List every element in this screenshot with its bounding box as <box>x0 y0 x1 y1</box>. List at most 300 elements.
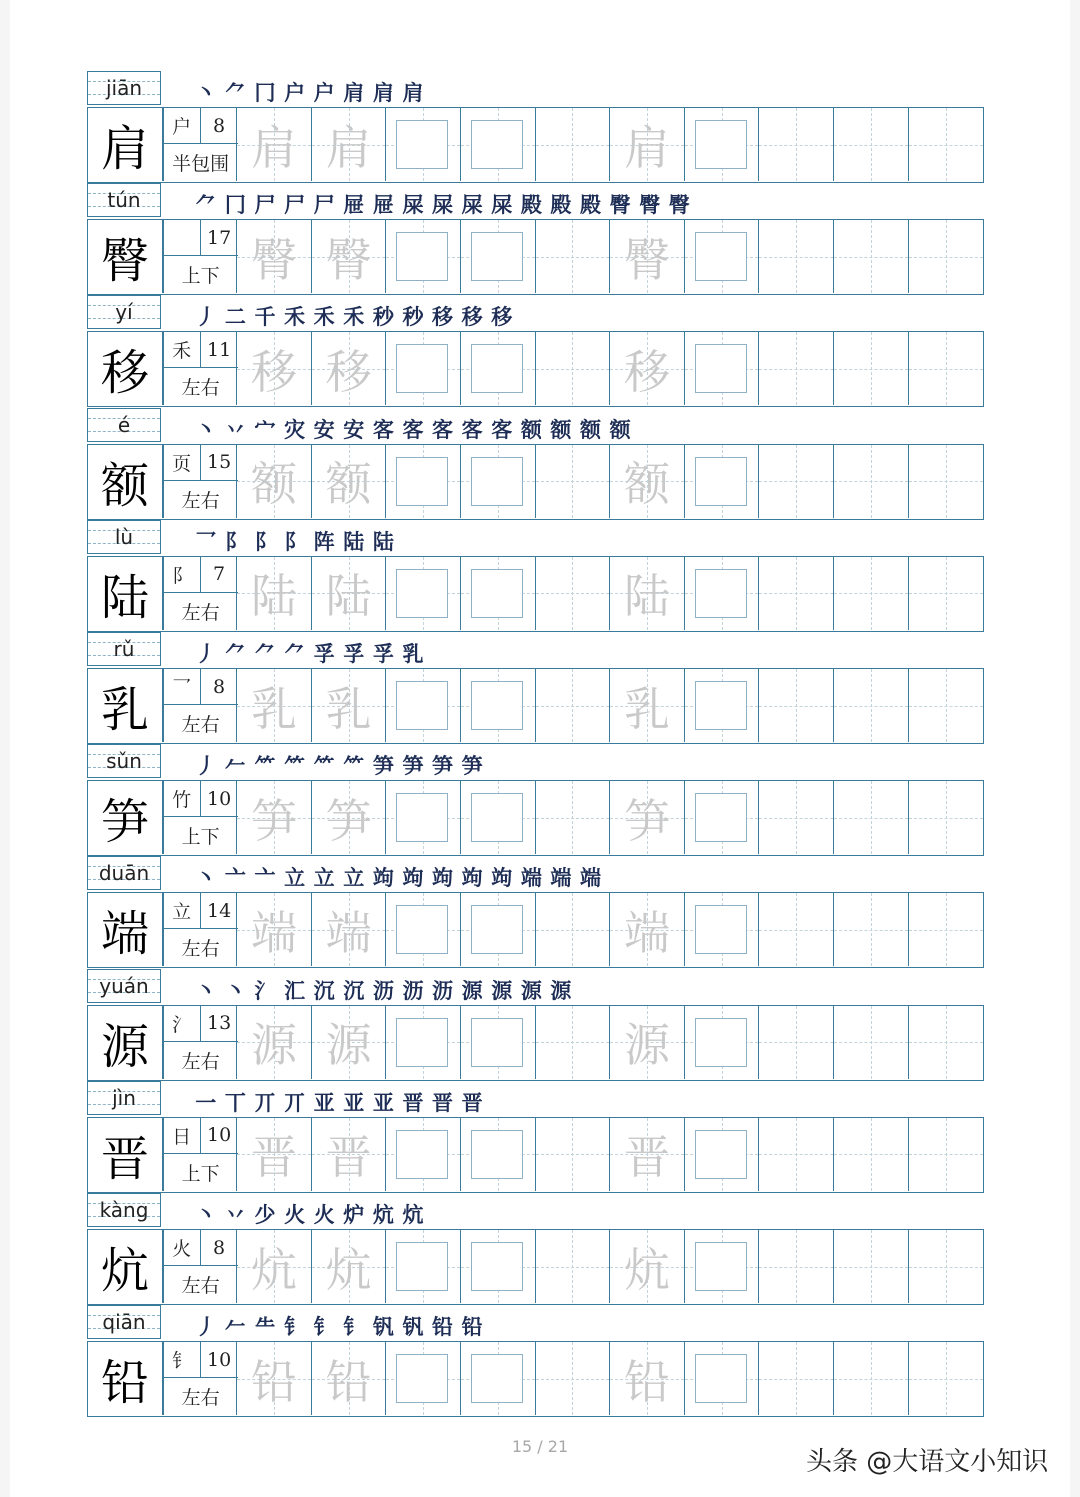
character-info-cell <box>163 781 238 854</box>
stroke-step: 禾 <box>313 304 335 330</box>
structure: 左右 <box>181 489 220 512</box>
trace-cell[interactable] <box>312 220 387 293</box>
stroke-step: 移 <box>461 304 483 330</box>
trace-cell[interactable] <box>312 1118 387 1191</box>
inner-box <box>396 1130 448 1179</box>
trace-character: 臀 <box>325 232 372 287</box>
stroke-order <box>191 1307 487 1341</box>
trace-cell[interactable] <box>312 557 387 630</box>
structure: 上下 <box>181 1162 220 1185</box>
main-character: 额 <box>100 457 149 514</box>
pinyin-text: sǔn <box>106 749 142 774</box>
character-info-cell <box>163 893 238 966</box>
box-cell[interactable] <box>685 1342 760 1415</box>
stroke-step: 丿 <box>195 753 217 779</box>
stroke-step: 竘 <box>372 865 394 891</box>
box-cell[interactable] <box>386 445 461 518</box>
stroke-count: 8 <box>201 108 238 144</box>
trace-cell[interactable] <box>312 781 387 854</box>
character-info <box>163 893 237 966</box>
trace-cell[interactable] <box>610 557 685 630</box>
structure: 左右 <box>181 1275 220 1297</box>
trace-cell[interactable] <box>312 332 387 405</box>
inner-box <box>471 1354 523 1403</box>
inner-box <box>695 232 747 281</box>
stroke-step: 客 <box>461 416 483 442</box>
stroke-step: 丶 <box>195 977 217 1003</box>
box-cell[interactable] <box>461 445 536 518</box>
stroke-count: 10 <box>201 781 238 817</box>
practice-cell[interactable] <box>909 332 984 405</box>
inner-box <box>471 1018 523 1067</box>
box-cell[interactable] <box>461 1342 536 1415</box>
trace-cell[interactable] <box>610 1006 685 1079</box>
character-info <box>163 1230 237 1303</box>
character-info <box>163 220 237 293</box>
character-info-cell <box>163 1006 238 1079</box>
stroke-step: 沥 <box>372 977 394 1003</box>
practice-cell[interactable] <box>536 445 611 518</box>
character-entry <box>87 1305 984 1417</box>
trace-cell[interactable] <box>610 220 685 293</box>
stroke-step: 额 <box>580 416 602 442</box>
practice-cell[interactable] <box>536 220 611 293</box>
practice-cell[interactable] <box>834 669 909 742</box>
writing-row <box>87 1341 984 1417</box>
box-cell[interactable] <box>461 220 536 293</box>
trace-cell[interactable] <box>312 1006 387 1079</box>
radical: 禾 <box>164 332 201 368</box>
character-entry <box>87 71 984 183</box>
trace-character: 额 <box>250 457 297 512</box>
trace-cell[interactable] <box>237 669 312 742</box>
stroke-step: 丅 <box>224 1089 246 1115</box>
trace-cell[interactable] <box>312 1230 387 1303</box>
stroke-step: 户 <box>313 80 335 105</box>
stroke-step: 丷 <box>224 416 246 442</box>
main-character: 笋 <box>100 794 149 851</box>
trace-cell[interactable] <box>237 557 312 630</box>
pinyin-text: kàng <box>99 1198 149 1222</box>
stroke-step: ⺂ <box>195 528 217 554</box>
stroke-step: 臀 <box>639 192 661 218</box>
practice-cell[interactable] <box>909 1118 984 1191</box>
practice-cell[interactable] <box>536 557 611 630</box>
practice-cell[interactable] <box>759 1118 834 1191</box>
inner-box <box>396 1018 448 1067</box>
stroke-step: 孚 <box>313 641 335 666</box>
trace-cell[interactable] <box>237 1230 312 1303</box>
character-entry <box>87 295 984 407</box>
main-character-cell <box>88 1342 163 1415</box>
practice-cell[interactable] <box>759 1230 834 1303</box>
character-entry <box>87 183 984 295</box>
practice-cell[interactable] <box>909 1342 984 1415</box>
stroke-step: 少 <box>254 1202 276 1227</box>
stroke-step: 肩 <box>343 80 365 105</box>
practice-cell[interactable] <box>834 332 909 405</box>
practice-cell[interactable] <box>834 220 909 293</box>
stroke-step: 亚 <box>313 1089 335 1115</box>
inner-box <box>695 905 747 954</box>
trace-cell[interactable] <box>312 893 387 966</box>
box-cell[interactable] <box>461 669 536 742</box>
practice-cell[interactable] <box>834 108 909 181</box>
stroke-step: 沉 <box>343 977 365 1003</box>
box-cell[interactable] <box>386 669 461 742</box>
practice-cell[interactable] <box>536 1342 611 1415</box>
practice-cell[interactable] <box>759 669 834 742</box>
trace-cell[interactable] <box>237 1342 312 1415</box>
trace-character: 炕 <box>325 1242 372 1297</box>
practice-cell[interactable] <box>759 557 834 630</box>
box-cell[interactable] <box>461 1230 536 1303</box>
inner-box <box>471 1130 523 1179</box>
trace-character: 源 <box>250 1018 297 1073</box>
writing-row <box>87 331 984 407</box>
stroke-step: 孚 <box>372 641 394 666</box>
practice-cell[interactable] <box>759 220 834 293</box>
stroke-step: 安 <box>313 416 335 442</box>
practice-cell[interactable] <box>759 1006 834 1079</box>
character-info-cell <box>163 332 238 405</box>
box-cell[interactable] <box>685 332 760 405</box>
trace-cell[interactable] <box>237 1006 312 1079</box>
character-entry <box>87 632 984 744</box>
stroke-step: 客 <box>491 416 513 442</box>
stroke-step: 宀 <box>254 416 276 442</box>
stroke-step: 炉 <box>343 1202 365 1227</box>
main-character-cell <box>88 1118 163 1191</box>
practice-cell[interactable] <box>909 893 984 966</box>
trace-character: 乳 <box>325 681 372 736</box>
practice-cell[interactable] <box>536 1230 611 1303</box>
practice-cell[interactable] <box>536 781 611 854</box>
stroke-step: ⼌ <box>224 192 246 218</box>
box-cell[interactable] <box>386 220 461 293</box>
stroke-order <box>191 185 694 219</box>
stroke-step: 钅 <box>284 1314 306 1340</box>
inner-box <box>471 905 523 954</box>
practice-cell[interactable] <box>834 781 909 854</box>
inner-box <box>396 1354 448 1403</box>
character-info <box>163 1118 237 1191</box>
practice-cell[interactable] <box>834 445 909 518</box>
pinyin-cell <box>87 408 161 442</box>
main-character: 晋 <box>100 1130 149 1187</box>
stroke-count: 8 <box>201 669 238 705</box>
stroke-step: 丶 <box>195 1202 217 1227</box>
stroke-step: 屉 <box>343 192 365 218</box>
box-cell[interactable] <box>685 893 760 966</box>
trace-character: 晋 <box>250 1130 297 1185</box>
inner-box <box>396 120 448 169</box>
character-entry <box>87 856 984 968</box>
practice-cell[interactable] <box>834 1118 909 1191</box>
stroke-step: 安 <box>343 416 365 442</box>
character-info-cell <box>163 220 238 293</box>
pinyin-text: duān <box>98 861 150 886</box>
stroke-step: 灾 <box>284 416 306 442</box>
stroke-step: 乳 <box>402 641 424 666</box>
stroke-step: 晋 <box>402 1089 424 1115</box>
main-character: 源 <box>100 1018 149 1075</box>
stroke-order <box>191 858 605 892</box>
practice-cell[interactable] <box>909 1230 984 1303</box>
stroke-step: ⺈ <box>284 641 306 666</box>
box-cell[interactable] <box>386 108 461 181</box>
stroke-step: 钅 <box>343 1314 365 1340</box>
pinyin-text: qiān <box>102 1310 146 1335</box>
character-info <box>163 669 237 742</box>
box-cell[interactable] <box>461 332 536 405</box>
box-cell[interactable] <box>386 1230 461 1303</box>
trace-cell[interactable] <box>610 108 685 181</box>
inner-box <box>695 1130 747 1179</box>
trace-character: 端 <box>250 905 297 960</box>
stroke-step: 沥 <box>402 977 424 1003</box>
trace-cell[interactable] <box>610 781 685 854</box>
practice-cell[interactable] <box>909 220 984 293</box>
stroke-step: 亠 <box>224 865 246 891</box>
pinyin-text: jiān <box>105 76 143 100</box>
practice-cell[interactable] <box>759 781 834 854</box>
character-entry <box>87 744 984 856</box>
stroke-step: 炕 <box>372 1202 394 1227</box>
inner-box <box>396 793 448 842</box>
trace-character: 额 <box>325 457 372 512</box>
stroke-step: 丶 <box>195 416 217 442</box>
structure: 上下 <box>181 826 220 849</box>
box-cell[interactable] <box>685 557 760 630</box>
trace-cell[interactable] <box>312 108 387 181</box>
inner-box <box>471 344 523 393</box>
trace-cell[interactable] <box>237 220 312 293</box>
inner-box <box>695 1018 747 1067</box>
writing-row <box>87 107 984 183</box>
practice-cell[interactable] <box>536 669 611 742</box>
character-info <box>163 332 237 405</box>
stroke-step: 丶 <box>195 865 217 891</box>
radical: 钅 <box>164 1342 201 1378</box>
trace-character: 肩 <box>623 120 670 175</box>
trace-cell[interactable] <box>237 332 312 405</box>
pinyin-cell <box>87 71 161 105</box>
trace-cell[interactable] <box>610 445 685 518</box>
radical: 氵 <box>164 1006 201 1042</box>
main-character-cell <box>88 557 163 630</box>
box-cell[interactable] <box>461 781 536 854</box>
box-cell[interactable] <box>685 1118 760 1191</box>
stroke-step: 殿 <box>550 192 572 218</box>
box-cell[interactable] <box>685 781 760 854</box>
character-info <box>163 557 237 630</box>
stroke-step: 丶 <box>224 977 246 1003</box>
practice-cell[interactable] <box>909 669 984 742</box>
radical: 户 <box>164 108 201 144</box>
main-character: 移 <box>100 345 149 402</box>
stroke-step: 阝 <box>284 528 306 554</box>
stroke-order <box>191 1083 487 1117</box>
stroke-step: 亚 <box>372 1089 394 1115</box>
trace-cell[interactable] <box>610 332 685 405</box>
stroke-step: 阝 <box>254 528 276 554</box>
practice-cell[interactable] <box>909 781 984 854</box>
stroke-step: 钒 <box>372 1314 394 1340</box>
practice-cell[interactable] <box>536 332 611 405</box>
box-cell[interactable] <box>685 669 760 742</box>
practice-cell[interactable] <box>834 1342 909 1415</box>
trace-cell[interactable] <box>237 893 312 966</box>
stroke-step: 𠂉 <box>224 1314 246 1340</box>
box-cell[interactable] <box>386 1006 461 1079</box>
practice-cell[interactable] <box>759 1342 834 1415</box>
box-cell[interactable] <box>386 1342 461 1415</box>
main-character: 陆 <box>100 569 149 626</box>
practice-cell[interactable] <box>909 108 984 181</box>
box-cell[interactable] <box>461 893 536 966</box>
practice-cell[interactable] <box>834 1230 909 1303</box>
pinyin-cell <box>87 1305 161 1339</box>
box-cell[interactable] <box>685 108 760 181</box>
stroke-step: 移 <box>432 304 454 330</box>
character-entry <box>87 408 984 520</box>
practice-cell[interactable] <box>834 557 909 630</box>
practice-cell[interactable] <box>909 557 984 630</box>
stroke-step: 秒 <box>372 304 394 330</box>
trace-character: 晋 <box>623 1130 670 1185</box>
stroke-step: 铅 <box>432 1314 454 1340</box>
trace-cell[interactable] <box>610 1230 685 1303</box>
box-cell[interactable] <box>461 1006 536 1079</box>
box-cell[interactable] <box>386 332 461 405</box>
character-info <box>163 1006 237 1079</box>
trace-cell[interactable] <box>610 893 685 966</box>
practice-cell[interactable] <box>536 893 611 966</box>
box-cell[interactable] <box>461 108 536 181</box>
structure: 半包围 <box>172 153 230 175</box>
stroke-count: 13 <box>201 1006 238 1042</box>
box-cell[interactable] <box>685 1230 760 1303</box>
stroke-step: 竘 <box>461 865 483 891</box>
stroke-step: ⺈ <box>224 80 246 105</box>
stroke-step: 臀 <box>609 192 631 218</box>
practice-cell[interactable] <box>759 893 834 966</box>
trace-cell[interactable] <box>237 445 312 518</box>
pinyin-cell <box>87 1193 161 1227</box>
writing-row <box>87 1117 984 1193</box>
stroke-step: 臀 <box>668 192 690 218</box>
main-character: 炕 <box>100 1243 149 1299</box>
inner-box <box>695 120 747 169</box>
trace-cell[interactable] <box>237 108 312 181</box>
practice-cell[interactable] <box>536 1006 611 1079</box>
character-info-cell <box>163 557 238 630</box>
practice-cell[interactable] <box>759 108 834 181</box>
box-cell[interactable] <box>386 1118 461 1191</box>
practice-cell[interactable] <box>909 445 984 518</box>
trace-cell[interactable] <box>610 669 685 742</box>
box-cell[interactable] <box>386 893 461 966</box>
box-cell[interactable] <box>386 781 461 854</box>
box-cell[interactable] <box>685 220 760 293</box>
stroke-step: 一 <box>195 1089 217 1115</box>
stroke-count: 17 <box>201 220 238 256</box>
trace-character: 臀 <box>623 232 670 287</box>
main-character-cell <box>88 108 163 181</box>
structure: 上下 <box>181 265 220 288</box>
trace-cell[interactable] <box>312 669 387 742</box>
character-info <box>163 108 237 181</box>
character-info <box>163 1342 237 1415</box>
stroke-step: 丶 <box>195 80 217 105</box>
structure: 左右 <box>181 601 220 624</box>
inner-box <box>695 793 747 842</box>
practice-cell[interactable] <box>759 332 834 405</box>
writing-row <box>87 444 984 520</box>
stroke-step: 丿 <box>195 641 217 666</box>
main-character-cell <box>88 1230 163 1303</box>
watermark: 头条 @大语文小知识 <box>806 1447 1049 1477</box>
trace-character: 铅 <box>623 1354 670 1409</box>
character-info-cell <box>163 669 238 742</box>
main-character-cell <box>88 1006 163 1079</box>
main-character-cell <box>88 669 163 742</box>
trace-character: 额 <box>623 457 670 512</box>
trace-cell[interactable] <box>610 1342 685 1415</box>
practice-cell[interactable] <box>536 108 611 181</box>
inner-box <box>396 232 448 281</box>
box-cell[interactable] <box>685 445 760 518</box>
trace-cell[interactable] <box>610 1118 685 1191</box>
main-character-cell <box>88 893 163 966</box>
practice-cell[interactable] <box>834 1006 909 1079</box>
character-info-cell <box>163 445 238 518</box>
box-cell[interactable] <box>461 1118 536 1191</box>
stroke-step: 户 <box>284 80 306 105</box>
pinyin-cell <box>87 1081 161 1115</box>
stroke-step: 殿 <box>520 192 542 218</box>
practice-cell[interactable] <box>759 445 834 518</box>
box-cell[interactable] <box>386 557 461 630</box>
stroke-count: 8 <box>201 1230 238 1266</box>
stroke-step: ⺈ <box>224 641 246 666</box>
box-cell[interactable] <box>685 1006 760 1079</box>
stroke-step: 千 <box>254 304 276 330</box>
stroke-count: 14 <box>201 893 238 929</box>
practice-cell[interactable] <box>834 893 909 966</box>
trace-cell[interactable] <box>312 445 387 518</box>
inner-box <box>471 232 523 281</box>
trace-character: 铅 <box>325 1354 372 1409</box>
inner-box <box>396 569 448 618</box>
stroke-step: 尸 <box>313 192 335 218</box>
trace-character: 端 <box>325 905 372 960</box>
trace-cell[interactable] <box>237 1118 312 1191</box>
box-cell[interactable] <box>461 557 536 630</box>
stroke-step: 晋 <box>461 1089 483 1115</box>
trace-cell[interactable] <box>237 781 312 854</box>
trace-cell[interactable] <box>312 1342 387 1415</box>
practice-cell[interactable] <box>536 1118 611 1191</box>
trace-character: 晋 <box>325 1130 372 1185</box>
inner-box <box>396 457 448 506</box>
pinyin-text: yí <box>115 300 133 325</box>
pinyin-cell <box>87 183 161 217</box>
writing-row <box>87 219 984 295</box>
pinyin-cell <box>87 295 161 329</box>
practice-cell[interactable] <box>909 1006 984 1079</box>
